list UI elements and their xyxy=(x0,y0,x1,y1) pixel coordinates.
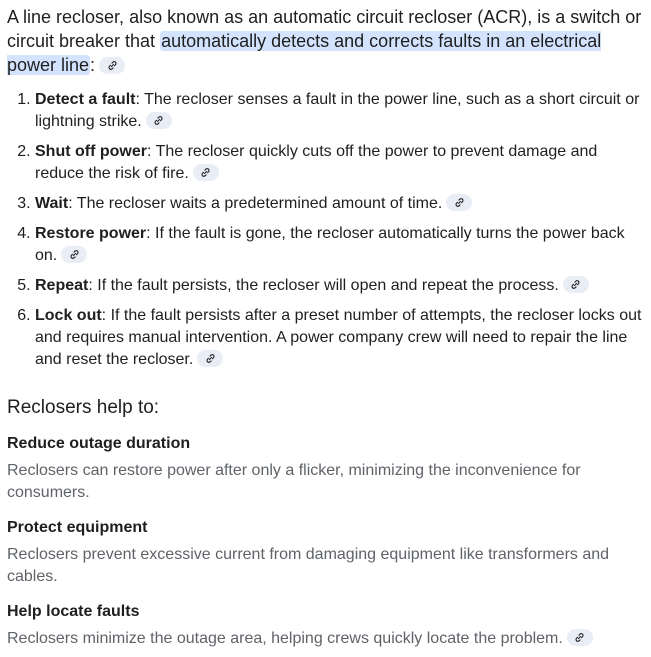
step-text: : The recloser quickly cuts off the power to prevent damage and reduce the risk of fire. xyxy=(35,143,598,182)
link-icon xyxy=(454,197,465,208)
benefit-item xyxy=(7,602,647,650)
link-icon xyxy=(153,115,164,126)
intro-paragraph xyxy=(7,5,647,77)
step-text: : If the fault persists after a preset number of attempts, the recloser locks out and requires manual intervention. A power company crew will need to repair the line and reset the recloser. xyxy=(35,307,642,368)
benefit-description xyxy=(7,460,647,504)
response-content xyxy=(7,5,647,650)
step-title: Detect a fault xyxy=(35,91,136,108)
benefit-text: Reclosers minimize the outage area, helping crews quickly locate the problem. xyxy=(7,630,563,647)
step-text: : If the fault is gone, the recloser automatically turns the power back on. xyxy=(35,225,625,264)
benefit-description xyxy=(7,628,647,650)
intro-suffix: : xyxy=(90,55,96,75)
benefit-item xyxy=(7,434,647,504)
benefit-item xyxy=(7,518,647,588)
step-text: : The recloser senses a fault in the power line, such as a short circuit or lightning strike. xyxy=(35,91,640,130)
source-link-chip[interactable] xyxy=(193,164,219,181)
benefit-title: Reduce outage duration xyxy=(7,435,191,452)
link-icon xyxy=(570,279,581,290)
list-item xyxy=(35,305,647,371)
link-icon xyxy=(69,249,80,260)
step-text: : The recloser waits a predetermined amount of time. xyxy=(68,195,443,212)
benefit-description xyxy=(7,544,647,588)
list-item xyxy=(35,275,647,297)
step-title: Shut off power xyxy=(35,143,147,160)
source-link-chip[interactable] xyxy=(567,629,593,646)
link-icon xyxy=(574,632,585,643)
source-link-chip[interactable] xyxy=(99,57,125,74)
link-icon xyxy=(200,167,211,178)
source-link-chip[interactable] xyxy=(446,194,472,211)
step-title: Restore power xyxy=(35,225,147,242)
benefit-text: Reclosers prevent excessive current from damaging equipment like transformers and cables. xyxy=(7,546,610,585)
source-link-chip[interactable] xyxy=(146,112,172,129)
intro-prefix: A line recloser, also known as an automatic circuit recloser (ACR), is a switch or circuit breaker that xyxy=(7,7,642,51)
step-title: Wait xyxy=(35,195,69,212)
link-icon xyxy=(107,60,118,71)
benefit-title: Help locate faults xyxy=(7,603,140,620)
benefit-text: Reclosers can restore power after only a flicker, minimizing the inconvenience for consumers. xyxy=(7,462,581,501)
source-link-chip[interactable] xyxy=(61,246,87,263)
link-icon xyxy=(205,353,216,364)
list-item xyxy=(35,141,647,185)
highlighted-source-text[interactable]: automatically detects and corrects faults in an electrical power line xyxy=(7,31,602,75)
list-item xyxy=(35,193,647,215)
section-heading: Reclosers help to: xyxy=(7,397,160,418)
list-item xyxy=(35,223,647,267)
source-link-chip[interactable] xyxy=(563,276,589,293)
step-text: : If the fault persists, the recloser will open and repeat the process. xyxy=(88,277,559,294)
benefit-title: Protect equipment xyxy=(7,519,148,536)
step-title: Lock out xyxy=(35,307,102,324)
source-link-chip[interactable] xyxy=(197,350,223,367)
list-item xyxy=(35,89,647,133)
recloser-steps-list xyxy=(7,89,647,371)
step-title: Repeat xyxy=(35,277,89,294)
